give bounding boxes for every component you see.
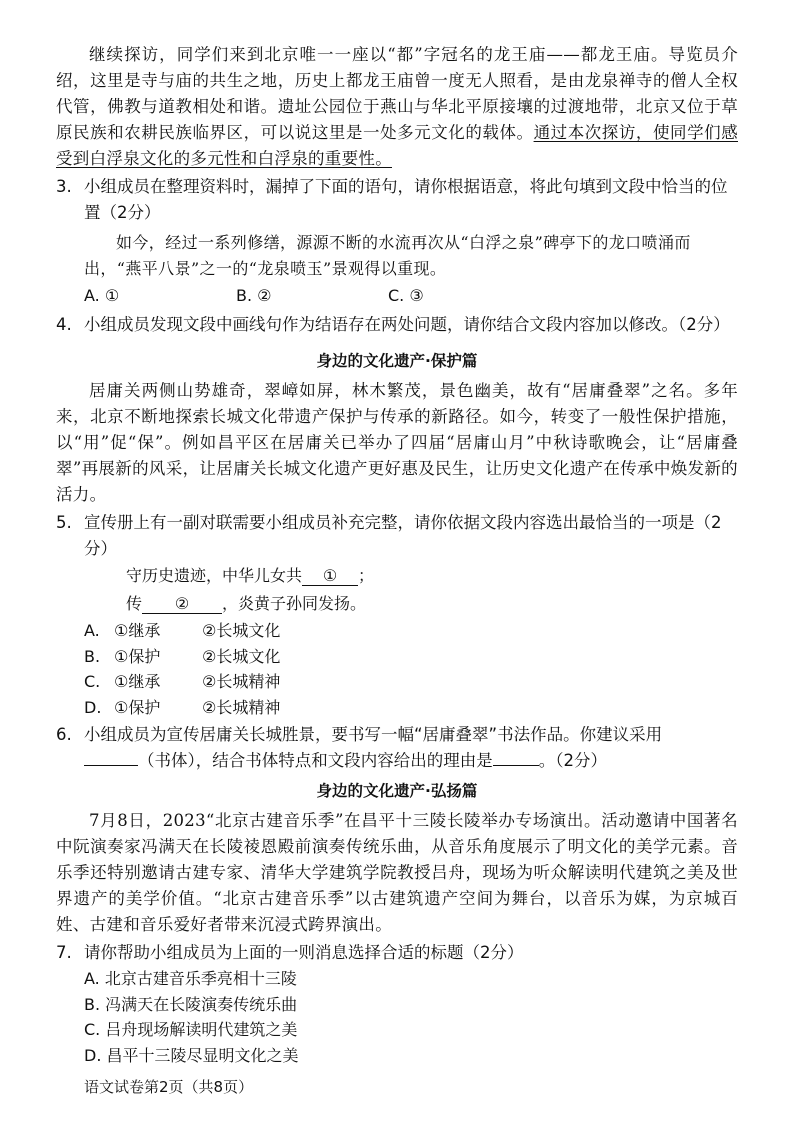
q3-quote: 如今，经过一系列修缮，源源不断的水流再次从“白浮之泉”碑亭下的龙口喷涌而出，“燕平八景”之一的“龙泉喷玉”景观得以重现。	[84, 233, 691, 278]
question-6	[56, 722, 738, 774]
option-a[interactable]: A. ①	[84, 286, 120, 305]
question-4	[56, 312, 738, 338]
couplet-blank-1: ①	[302, 567, 358, 586]
option-letter: B.	[84, 646, 101, 666]
q3-options	[84, 282, 738, 310]
question-7	[56, 940, 738, 966]
question-prompt: 小组成员发现文段中画线句作为结语存在两处问题，请你结合文段内容加以修改。（2分）	[84, 315, 730, 334]
option-a[interactable]: A. 北京古建音乐季亮相十三陵	[84, 969, 297, 988]
prompt-line-1: 小组成员为宣传居庸关长城胜景，要书写一幅“居庸叠翠”书法作品。你建议采用	[84, 725, 663, 744]
question-prompt	[84, 722, 738, 774]
intro-text: 继续探访，同学们来到北京唯一一座以“都”字冠名的龙王庙——都龙王庙。导览员介绍，这里是寺与庙的共生之地，历史上都龙王庙曾一度无人照看，是由龙泉禅寺的僧人全权代管，佛教与道教相处和谐。遗址公园位于燕山与华北平原接壤的过渡地带，北京又位于草原民族和农耕民族临界区，可以说这里是一处多元文化的载体。	[56, 45, 738, 142]
option-letter: C.	[84, 672, 101, 691]
question-prompt: 宣传册上有一副对联需要小组成员补充完整，请你依据文段内容选出最恰当的一项是（2分）	[84, 513, 722, 558]
question-number: 5.	[56, 513, 72, 532]
option-part-2: ②长城精神	[202, 672, 281, 691]
promote-paragraph: 7月8日，2023“北京古建音乐季”在昌平十三陵长陵举办专场演出。活动邀请中国著名中阮演奏家冯满天在长陵祾恩殿前演奏传统乐曲，从音乐角度展示了明文化的美学元素。音乐季还特别邀请古建专家、清华大学建筑学院教授吕舟，现场为听众解读明代建筑之美及世界遗产的美学价值。“北京古建音乐季”以古建筑遗产空间为舞台，以音乐为媒，为京城百姓、古建和音乐爱好者带来沉浸式跨界演出。	[56, 811, 738, 934]
couplet-text: ；	[358, 566, 375, 585]
answer-blank-2[interactable]	[493, 751, 539, 766]
section-title-protect: 身边的文化遗产·保护篇	[316, 352, 478, 370]
question-prompt: 请你帮助小组成员为上面的一则消息选择合适的标题（2分）	[84, 943, 524, 962]
option-part-1: ①继承	[114, 672, 161, 691]
couplet-blank-2: ②	[142, 595, 222, 614]
option-part-1: ①保护	[114, 646, 161, 666]
option-part-2: ②长城精神	[202, 697, 281, 717]
question-3	[56, 174, 738, 226]
option-d[interactable]	[84, 695, 738, 721]
question-number: 4.	[56, 315, 72, 334]
option-c[interactable]	[84, 669, 738, 695]
question-number: 6.	[56, 725, 72, 744]
q7-options	[56, 966, 738, 1068]
question-number: 3.	[56, 177, 72, 196]
option-d[interactable]: D. 昌平十三陵尽显明文化之美	[84, 1045, 299, 1065]
couplet-text: 传	[126, 594, 143, 613]
prompt-line-2: （书体），结合书体特点和文段内容给出的理由是	[138, 751, 493, 770]
option-letter: A.	[84, 621, 100, 640]
option-part-1: ①保护	[114, 697, 161, 717]
couplet-text: 守历史遗迹，中华儿女共	[126, 566, 303, 585]
option-c[interactable]: C. ③	[388, 286, 424, 305]
option-a[interactable]	[84, 618, 738, 644]
page-footer: 语文试卷第2页（共8页）	[84, 1078, 254, 1096]
section-title-promote: 身边的文化遗产·弘扬篇	[316, 782, 478, 800]
q5-options	[56, 618, 738, 720]
couplet-text: ，炎黄子孙同发扬。	[222, 594, 367, 613]
protect-paragraph: 居庸关两侧山势雄奇，翠嶂如屏，林木繁茂，景色幽美，故有“居庸叠翠”之名。多年来，北京不断地探索长城文化带遗产保护与传承的新路径。如今，转变了一般性保护措施，以“用”促“保”。例如昌平区在居庸关已举办了四届“居庸山月”中秋诗歌晚会，让“居庸叠翠”再展新的风采，让居庸关长城文化遗产更好惠及民生，让历史文化遗产在传承中焕发新的活力。	[56, 381, 738, 504]
intro-paragraph	[56, 42, 738, 172]
underlined-sentence: 通过本次探访，使同学们感受到白浮泉文化的多元性和白浮泉的重要性。	[56, 123, 738, 168]
option-b[interactable]: B. ②	[236, 286, 272, 305]
option-letter: D.	[84, 697, 102, 717]
option-part-2: ②长城文化	[202, 621, 281, 640]
question-5	[56, 510, 738, 562]
option-part-1: ①继承	[114, 621, 161, 640]
couplet-line-2	[126, 590, 738, 618]
answer-blank-1[interactable]	[84, 751, 138, 766]
question-number: 7.	[56, 943, 72, 962]
option-b[interactable]	[84, 644, 738, 670]
question-prompt: 小组成员在整理资料时，漏掉了下面的语句，请你根据语意，将此句填到文段中恰当的位置（2分）	[84, 177, 728, 222]
couplet-line-1	[126, 562, 738, 590]
prompt-end: 。（2分）	[538, 751, 607, 770]
option-b[interactable]: B. 冯满天在长陵演奏传统乐曲	[84, 994, 298, 1014]
option-c[interactable]: C. 吕舟现场解读明代建筑之美	[84, 1020, 298, 1039]
option-part-2: ②长城文化	[202, 646, 281, 666]
